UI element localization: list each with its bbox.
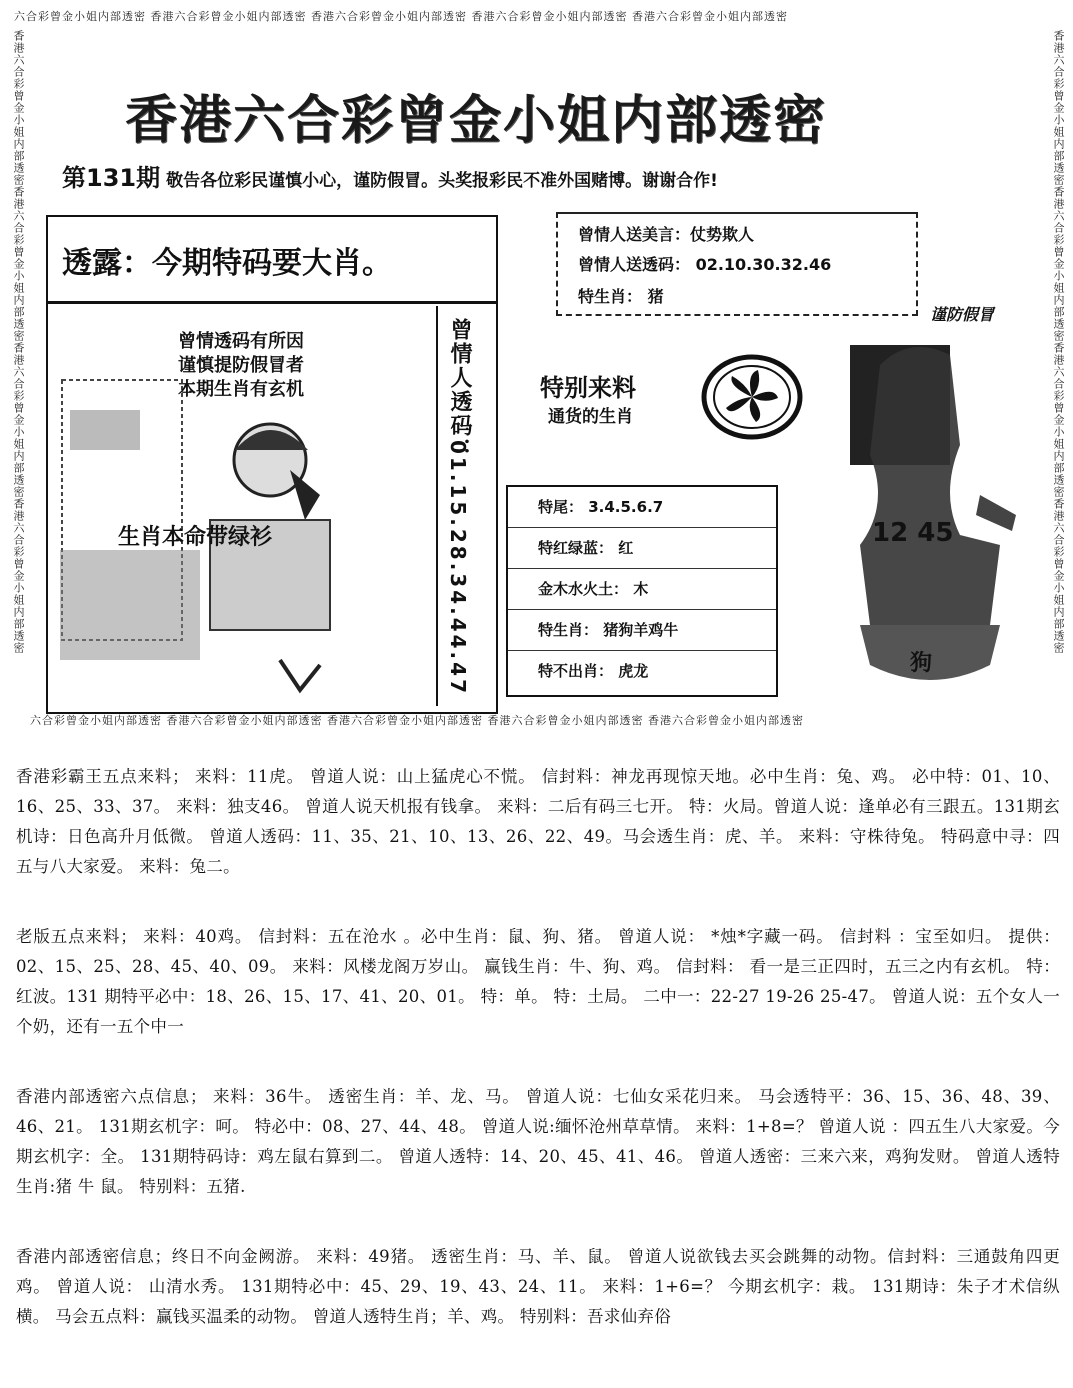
special-subtitle: 通货的生肖 xyxy=(548,407,633,427)
guard-zodiac: 狗 xyxy=(910,651,933,676)
guard-label: 谨防假冒 xyxy=(930,305,995,324)
image-caption: 生肖本命带绿衫 xyxy=(118,525,273,550)
tip-line-1: 曾情人送美言：仗势欺人 xyxy=(578,225,755,244)
info-row-element: 金木水火土： 木 xyxy=(508,569,776,610)
page-title: 香港六合彩曾金小姐内部透密 xyxy=(125,91,828,151)
vertical-label: 曾情人透码： xyxy=(447,318,472,462)
leak-text: 透露：今期特码要大肖。 xyxy=(62,246,392,281)
paragraph-1: 香港彩霸王五点来料； 来料：11虎。 曾道人说：山上猛虎心不慌。 信封料：神龙再现惊天地。必中生肖：兔、鸡。 必中特：01、10、16、25、33、37。 来料：独支46。 曾道人说天机报有钱拿。 来料：二后有码三七开。 特：火局。曾道人说：逢单必有三跟五。131期玄机诗：日色高升月低微。 曾道人透码：11、35、21、10、13、26、22、49。马会透生肖：虎、羊。 来料：守株待兔。 特码意中寻：四五与八大家爱。 来料：兔二。 xyxy=(16,767,1060,876)
info-row-excluded: 特不出肖： 虎龙 xyxy=(538,662,649,680)
image-line-3: 本期生肖有玄机 xyxy=(178,379,304,400)
info-row-tail: 特尾： 3.4.5.6.7 xyxy=(508,487,776,528)
info-row-color: 特红绿蓝： 红 xyxy=(508,528,776,569)
image-line-2: 谨慎提防假冒者 xyxy=(178,355,304,376)
issue-notice xyxy=(62,158,718,193)
right-border-text: 香港六合彩曾金小姐内部透密香港六合彩曾金小姐内部透密香港六合彩曾金小姐内部透密香港六合彩曾金小姐内部透密 xyxy=(1052,30,1065,654)
info-table xyxy=(506,485,778,697)
vertical-numbers: 01.15.28.34.44.47 xyxy=(446,440,470,696)
info-row-zodiac: 特生肖： 猪狗羊鸡牛 xyxy=(508,610,776,651)
paragraph-4: 香港内部透密信息；终日不向金阙游。 来料：49猪。 透密生肖：马、羊、鼠。 曾道人说欲钱去买会跳舞的动物。信封料：三通鼓角四更鸡。 曾道人说： 山清水秀。 131期特必中：45、29、19、43、24、11。 来料：1+6=？ 今期玄机字：栽。 131期诗：朱子才术信纵横。 马会五点料：赢钱买温柔的动物。 曾道人透特生肖；羊、鸡。 特别料：吾求仙弃俗 xyxy=(16,1247,1060,1326)
tip-line-3: 特生肖： 猪 xyxy=(578,287,664,306)
bauhinia-emblem-icon xyxy=(700,352,804,442)
tip-line-2: 曾情人送透码： 02.10.30.32.46 xyxy=(578,255,832,274)
bottom-border-text: 六合彩曾金小姐内部透密 香港六合彩曾金小姐内部透密 香港六合彩曾金小姐内部透密 香港六合彩曾金小姐内部透密 香港六合彩曾金小姐内部透密 xyxy=(30,714,804,727)
image-text-lines xyxy=(60,330,304,402)
guard-numbers: 12 45 xyxy=(872,518,954,548)
special-title: 特别来料 xyxy=(540,374,636,402)
paragraph-2: 老版五点来料； 来料：40鸡。 信封料：五在沧水 。必中生肖：鼠、狗、猪。 曾道人说： *烛*字藏一码。 信封料 ：宝至如归。 提供：02、15、25、28、45、40、09。 来料：风楼龙阁万岁山。 赢钱生肖：牛、狗、鸡。 信封料： 看一是三正四时，五三之内有玄机。 特：红波。131 期特平必中：18、26、15、17、41、20、01。 特：单。 特：土局。 二中一：22-27 19-26 25-47。 曾道人说：五个女人一 个奶，还有一五个中一 xyxy=(16,927,1060,1036)
notice-text: 敬告各位彩民谨慎小心，谨防假冒。头奖报彩民不准外国赌博。谢谢合作! xyxy=(166,171,718,191)
left-border-text: 香港六合彩曾金小姐内部透密香港六合彩曾金小姐内部透密香港六合彩曾金小姐内部透密香港六合彩曾金小姐内部透密 xyxy=(12,30,25,654)
issue-number: 第131期 xyxy=(62,164,161,192)
top-border-text: 六合彩曾金小姐内部透密 香港六合彩曾金小姐内部透密 香港六合彩曾金小姐内部透密 香港六合彩曾金小姐内部透密 香港六合彩曾金小姐内部透密 xyxy=(14,10,788,23)
image-line-1: 曾情透码有所因 xyxy=(178,331,304,352)
paragraph-3: 香港内部透密六点信息； 来料：36牛。 透密生肖：羊、龙、马。 曾道人说：七仙女采花归来。 马会透特平：36、15、36、48、39、46、21。 131期玄机字：呵。 特必中：08、27、44、48。 曾道人说:缅怀沧州草草情。 来料：1+8=？ 曾道人说 ：四五生八大家爱。今期玄机字：全。 131期特码诗：鸡左鼠右算到二。 曾道人透特：14、20、45、41、46。 曾道人透密：三来六来，鸡狗发财。 曾道人透特生肖:猪 牛 鼠。 特别料：五猪. xyxy=(16,1087,1060,1196)
